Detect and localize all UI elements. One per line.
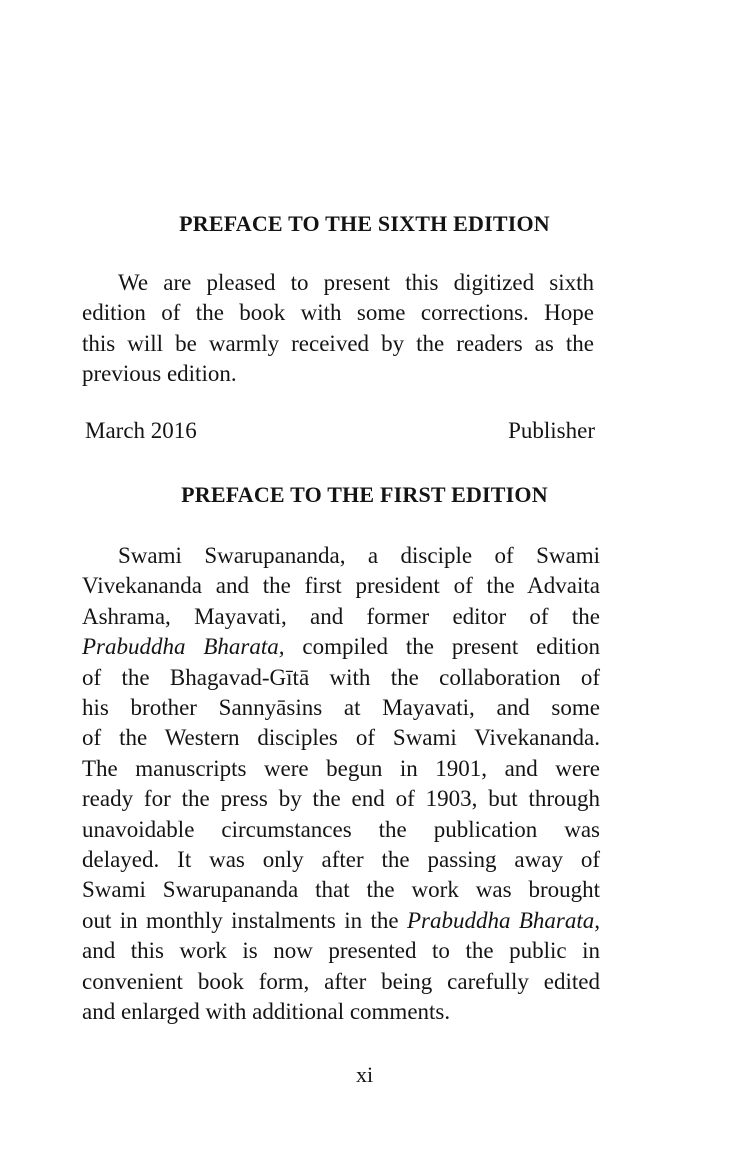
- text-line: previous edition.: [82, 361, 237, 387]
- text-line: Swami Swarupananda that the work was brought: [82, 877, 600, 903]
- preface-sixth-heading: PREFACE TO THE SIXTH EDITION: [179, 211, 550, 236]
- text-line: We are pleased to present this digitized sixth: [118, 270, 594, 295]
- text-line: [82, 906, 600, 936]
- text-fragment: out in monthly instalments in the: [82, 907, 407, 933]
- text-line: of the Western disciples of Swami Vivekananda.: [82, 725, 600, 751]
- text-line: Vivekananda and the first president of the Advaita: [82, 573, 600, 599]
- text-fragment: compiled the present edition: [284, 634, 600, 660]
- preface-sixth-signoff: [85, 418, 595, 444]
- text-line: this will be warmly received by the readers as the: [82, 330, 594, 356]
- page-number: xi: [355, 1062, 374, 1087]
- date: March 2016: [85, 418, 197, 443]
- text-line: edition of the book with some corrections. Hope: [82, 300, 594, 326]
- text-line: and this work is now presented to the public in: [82, 938, 600, 964]
- preface-sixth-body: [82, 268, 594, 390]
- text-line: convenient book form, after being carefully edited: [82, 968, 600, 994]
- italic-title: Prabuddha Bharata,: [82, 634, 285, 660]
- text-line: of the Bhagavad-Gītā with the collaboration of: [82, 664, 600, 690]
- text-line: [82, 632, 600, 662]
- text-line: Ashrama, Mayavati, and former editor of the: [82, 603, 600, 629]
- text-line: unavoidable circumstances the publication was: [82, 816, 600, 842]
- italic-title: Prabuddha Bharata,: [406, 907, 601, 933]
- text-line: ready for the press by the end of 1903, but through: [82, 786, 600, 812]
- preface-first-body: [82, 541, 600, 1028]
- text-line: The manuscripts were begun in 1901, and were: [82, 755, 600, 781]
- text-line: his brother Sannyāsins at Mayavati, and some: [82, 695, 600, 721]
- text-line: Swami Swarupananda, a disciple of Swami: [118, 543, 600, 568]
- text-line: and enlarged with additional comments.: [82, 999, 451, 1025]
- signature: Publisher: [508, 418, 595, 443]
- text-line: delayed. It was only after the passing away of: [82, 847, 600, 873]
- preface-first-heading: PREFACE TO THE FIRST EDITION: [181, 482, 548, 507]
